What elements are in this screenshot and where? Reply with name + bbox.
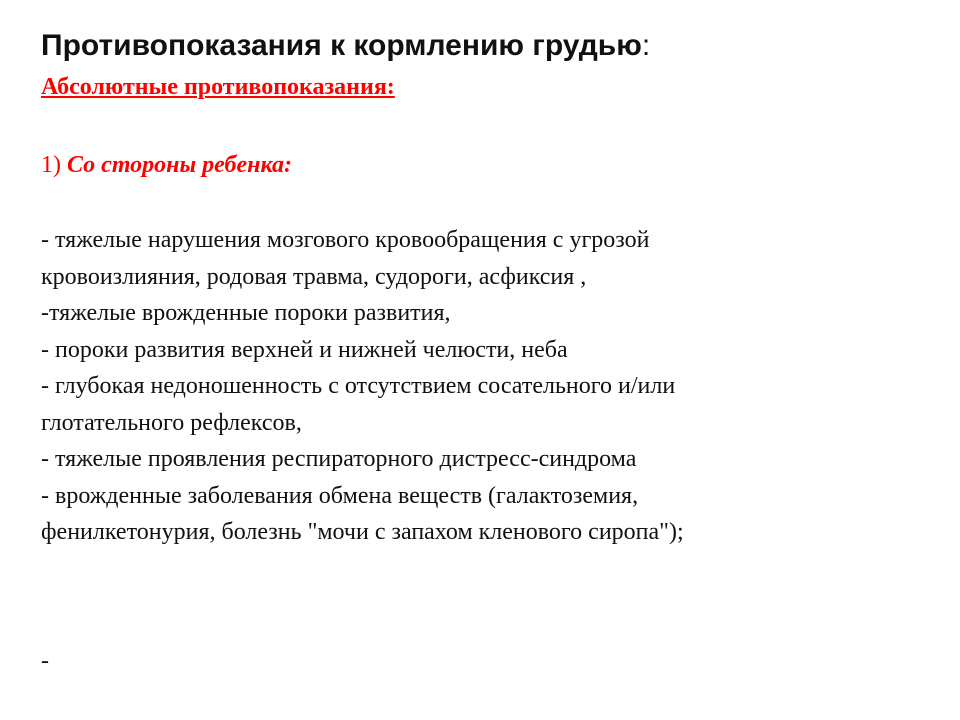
trailing-dash: -: [41, 648, 49, 674]
list-line: -тяжелые врожденные пороки развития,: [41, 300, 451, 326]
list-line: кровоизлияния, родовая травма, судороги, асфиксия ,: [41, 263, 587, 290]
slide-title-colon: :: [641, 29, 651, 62]
list-line: - пороки развития верхней и нижней челюсти, неба: [41, 336, 568, 363]
slide-title: [41, 28, 650, 64]
section-number: 1): [41, 152, 61, 178]
section-heading: [41, 150, 292, 180]
contraindication-list: [41, 222, 941, 551]
list-line: - тяжелые нарушения мозгового кровообращения с угрозой: [41, 227, 650, 253]
slide-title-text: Противопоказания к кормлению грудью: [41, 29, 642, 62]
list-line: - глубокая недоношенность с отсутствием сосательного и/или: [41, 373, 676, 399]
list-line: - врожденные заболевания обмена веществ (галактоземия,: [41, 482, 639, 509]
slide-subtitle: Абсолютные противопоказания:: [41, 74, 395, 100]
list-line: фенилкетонурия, болезнь "мочи с запахом кленового сиропа");: [41, 519, 684, 545]
list-line: - тяжелые проявления респираторного дистресс-синдрома: [41, 446, 637, 472]
list-line: глотательного рефлексов,: [41, 409, 302, 436]
section-label: Со стороны ребенка:: [67, 152, 292, 178]
